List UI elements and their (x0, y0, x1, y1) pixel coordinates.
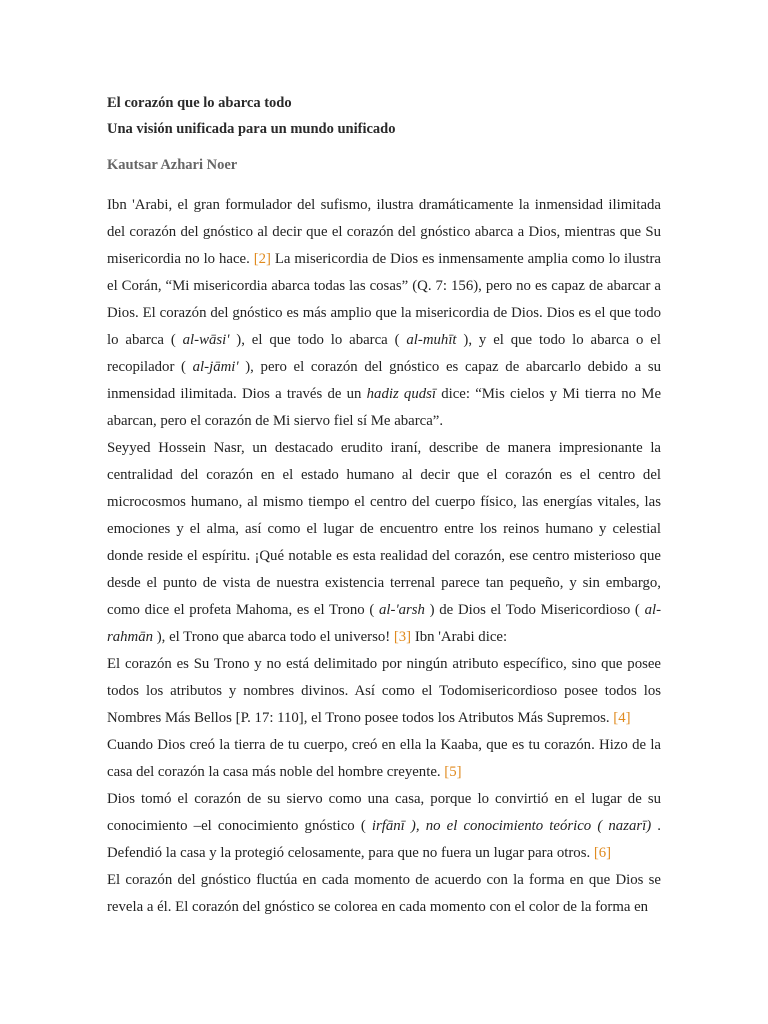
document-body (107, 192, 661, 921)
italic-term: al-jāmi' (192, 359, 239, 375)
document-page (107, 90, 661, 921)
paragraph-text: Cuando Dios creó la tierra de tu cuerpo, creó en ella la Kaaba, que es tu corazón. Hizo de la casa del corazón la casa más noble del hombre creyente. (107, 737, 661, 780)
italic-term: al-rahmān (107, 602, 661, 645)
paragraph-text: La misericordia de Dios es inmensamente amplia como lo ilustra el Corán, “Mi misericordia abarca todas las cosas” (Q. 7: 156), pero no es capaz de abarcar a Dios. El corazón del gnóstico es más amplio que la misericordia de Dios. Dios es el que todo lo abarca ( (107, 251, 662, 348)
paragraph-text: Seyyed Hossein Nasr, un destacado erudito iraní, describe de manera impresionante la centralidad del corazón en el estado humano al decir que el corazón es el centro del microcosmos humano, al mismo tiempo el centro del cuerpo físico, las energías vitales, las emociones y el alma, así como el lugar de encuentro entre los reinos humano y celestial donde reside el espíritu. ¡Qué notable es esta realidad del corazón, ese centro misterioso que desde el punto de vista de nuestra existencia terrenal parece tan pequeño, y sin embargo, como dice el profeta Mahoma, es el Trono ( (107, 440, 661, 618)
paragraph-text: El corazón del gnóstico fluctúa en cada momento de acuerdo con la forma en que Dios se revela a él. El corazón del gnóstico se colorea en cada momento con el color de la forma en (107, 872, 661, 915)
footnote-reference-link[interactable]: [3] (393, 629, 412, 645)
footnote-reference-link[interactable]: [6] (593, 845, 612, 861)
paragraph-text: El corazón es Su Trono y no está delimitado por ningún atributo específico, sino que posee todos los atributos y nombres divinos. Así como el Todomisericordioso posee todos los Nombres Más Bellos [P. 17: 110], el Trono posee todos los Atributos Más Supremos. (107, 656, 661, 726)
footnote-reference-link[interactable]: [5] (444, 764, 462, 780)
paragraph-text: ), pero el corazón del gnóstico es capaz de abarcarlo debido a su inmensidad ilimitada. Dios a través de un (107, 359, 661, 402)
paragraph-text: Dios tomó el corazón de su siervo como una casa, porque lo convirtió en el lugar de su conocimiento –el conocimiento gnóstico ( (107, 791, 661, 834)
paragraph-text: ), y el que todo lo abarca o el recopilador ( (107, 332, 661, 375)
footnote-reference-link[interactable]: [4] (613, 710, 631, 726)
body-paragraph (107, 651, 661, 732)
footnote-reference-link[interactable]: [2] (253, 251, 271, 267)
body-paragraph (107, 732, 661, 786)
body-paragraph (107, 786, 661, 867)
body-paragraph (107, 867, 661, 921)
body-paragraph (107, 192, 661, 435)
paragraph-text: . Defendió la casa y la protegió celosamente, para que no fuera un lugar para otros. (107, 818, 661, 861)
italic-term: irfānī ), no el conocimiento teórico ( nazarī) (371, 818, 652, 834)
paragraph-text: ), el que todo lo abarca ( (229, 332, 407, 348)
document-author: Kautsar Azhari Noer (107, 157, 238, 173)
italic-term: al-'arsh (379, 602, 425, 618)
paragraph-text: Ibn 'Arabi dice: (411, 629, 508, 645)
document-subtitle: Una visión unificada para un mundo unificado (107, 121, 396, 137)
paragraph-text: dice: “Mis cielos y Mi tierra no Me abarcan, pero el corazón de Mi siervo fiel sí Me abarca”. (107, 386, 662, 429)
paragraph-text: ), el Trono que abarca todo el universo! (153, 629, 394, 645)
italic-term: al-muhīt (406, 332, 457, 348)
body-paragraph (107, 435, 661, 651)
italic-term: hadiz qudsī (366, 386, 437, 402)
italic-term: al-wāsi' (182, 332, 230, 348)
paragraph-text: ) de Dios el Todo Misericordioso ( (424, 602, 645, 618)
document-title: El corazón que lo abarca todo (107, 95, 292, 111)
paragraph-text: Ibn 'Arabi, el gran formulador del sufismo, ilustra dramáticamente la inmensidad ilimitada del corazón del gnóstico al decir que el corazón del gnóstico abarca a Dios, mientras que Su misericordia no lo hace. (107, 197, 661, 267)
